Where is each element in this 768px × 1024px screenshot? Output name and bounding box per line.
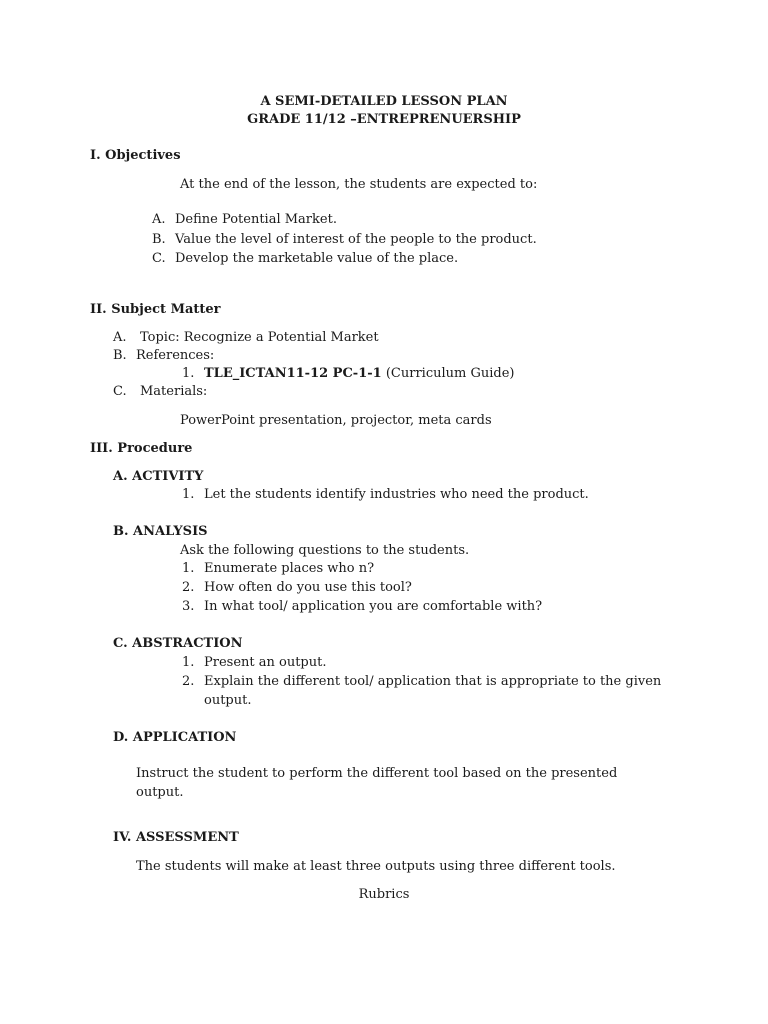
analysis-marker-1: 1. [182,561,195,576]
reference-code: TLE_ICTAN11-12 PC-1-1 [204,366,382,381]
subject-matter-heading: II. Subject Matter [90,302,221,317]
assessment-text: The students will make at least three outputs using three different tools. [136,859,616,874]
references-marker: B. [113,348,127,363]
objective-item-c: Develop the marketable value of the place. [175,251,459,266]
analysis-marker-2: 2. [182,580,195,595]
abstraction-marker-1: 1. [182,655,195,670]
reference-note: (Curriculum Guide) [381,366,515,381]
analysis-heading: B. ANALYSIS [113,524,208,539]
objective-marker-c: C. [152,251,166,266]
analysis-intro: Ask the following questions to the students. [180,543,470,558]
abstraction-item-2-continuation: output. [204,693,252,708]
application-text-line1: Instruct the student to perform the different tool based on the presented [136,766,618,781]
analysis-item-1: Enumerate places who n? [204,561,375,576]
application-heading: D. APPLICATION [113,730,237,745]
topic-marker: A. [113,330,127,345]
objective-item-b: Value the level of interest of the people to the product. [175,232,537,247]
objective-marker-a: A. [152,212,166,227]
analysis-marker-3: 3. [182,599,195,614]
reference-item [204,365,514,383]
analysis-item-2: How often do you use this tool? [204,580,412,595]
objective-marker-b: B. [152,232,166,247]
rubrics-label: Rubrics [358,887,410,902]
topic-text: Topic: Recognize a Potential Market [140,330,379,345]
objective-item-a: Define Potential Market. [175,212,337,227]
abstraction-heading: C. ABSTRACTION [113,636,243,651]
activity-heading: A. ACTIVITY [113,469,204,484]
abstraction-item-1: Present an output. [204,655,327,670]
objectives-heading: I. Objectives [90,148,181,163]
materials-label: Materials: [140,384,208,399]
application-text-line2: output. [136,785,184,800]
references-label: References: [136,348,215,363]
analysis-item-3: In what tool/ application you are comfortable with? [204,599,543,614]
document-title: A SEMI-DETAILED LESSON PLAN [260,94,508,109]
activity-item-marker: 1. [182,487,195,502]
abstraction-item-2: Explain the different tool/ application that is appropriate to the given [204,674,662,689]
materials-marker: C. [113,384,127,399]
activity-item: Let the students identify industries who need the product. [204,487,589,502]
materials-list: PowerPoint presentation, projector, meta cards [180,413,492,428]
reference-item-marker: 1. [182,366,195,381]
objectives-intro: At the end of the lesson, the students are expected to: [180,177,538,192]
abstraction-marker-2: 2. [182,674,195,689]
procedure-heading: III. Procedure [90,441,193,456]
assessment-heading: IV. ASSESSMENT [113,830,239,845]
document-subtitle: GRADE 11/12 –ENTREPRENUERSHIP [247,112,521,127]
